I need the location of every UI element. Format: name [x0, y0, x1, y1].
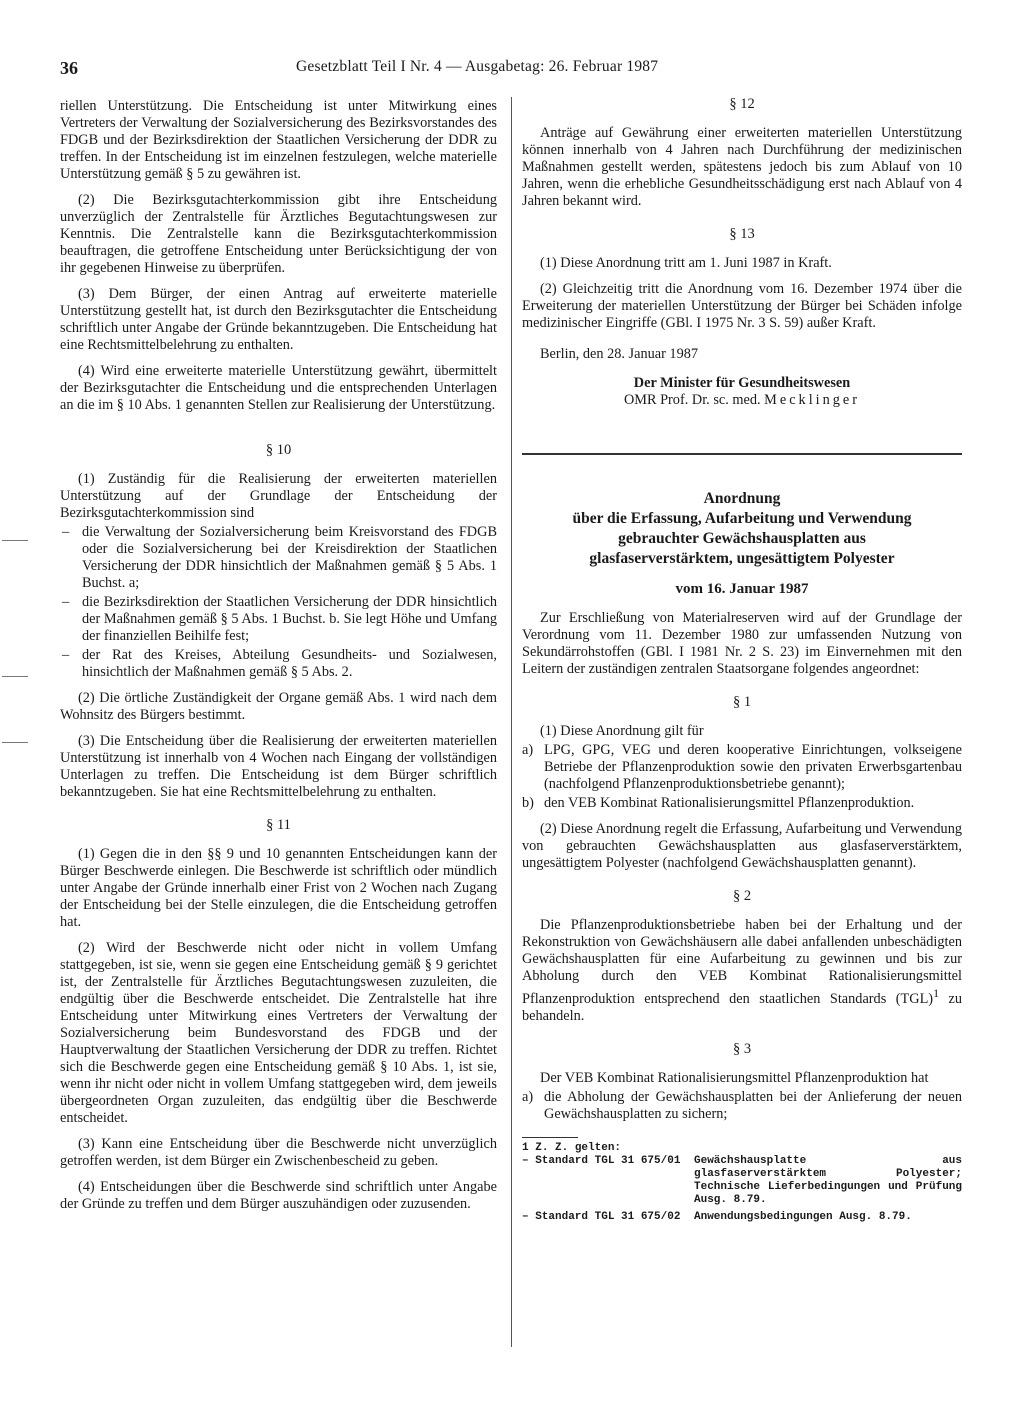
footnote-standard: – Standard TGL 31 675/01	[522, 1154, 681, 1167]
column-divider	[511, 97, 512, 1347]
section-heading: § 12	[729, 96, 755, 112]
paragraph	[522, 917, 962, 1025]
paragraph: (1) Diese Anordnung tritt am 1. Juni 1987 in Kraft.	[540, 255, 832, 271]
footnote-standard: – Standard TGL 31 675/02	[522, 1210, 681, 1223]
footnote-rule	[522, 1137, 578, 1138]
paragraph: (1) Gegen die in den §§ 9 und 10 genannten Entscheidungen kann der Bürger Beschwerde einlegen. Die Beschwerde ist schriftlich oder mündlich unter Angabe der Gründe innerhalb einer Frist von 2 Wochen nach Zugang der Entscheidung bei der Stelle einzulegen, die die Entscheidung getroffen hat.	[60, 846, 497, 930]
footnote-row	[522, 1155, 962, 1207]
list-label: b)	[522, 795, 534, 811]
footnote-ref: 1	[933, 986, 940, 1000]
footnote-marker: 1	[522, 1141, 529, 1154]
signatory-title: Der Minister für Gesundheitswesen	[633, 375, 851, 391]
section-divider	[522, 453, 962, 455]
dash-list	[60, 524, 497, 681]
section-heading: § 11	[266, 817, 291, 833]
page-number: 36	[60, 58, 78, 78]
footnote	[522, 1142, 962, 1224]
list-item	[522, 742, 962, 793]
section-heading: § 1	[732, 694, 752, 710]
paragraph-text: Die Pflanzenproduktionsbetriebe haben bei der Erhaltung und der Rekonstruktion von Gewächshäusern alle dabei anfallenden unbeschädigten Gewächshausplatten für eine Aufarbeitung zu gewinnen und bis zur Abholung durch den VEB Kombinat Rationalisierungsmittel Pflanzenproduktion entsprechend den staatlichen Standards (TGL)	[522, 917, 962, 1007]
paragraph: (2) Die Bezirksgutachterkommission gibt ihre Entscheidung unverzüglich der Zentralstelle für Ärztliches Begutachtungswesen zur Kenntnis. Die Zentralstelle kann die Bezirksgutachterkommission beauftragen, die getroffene Entscheidung unter Berücksichtigung der von ihr gegebenen Hinweise zu überprüfen.	[60, 192, 497, 276]
title-line: Anordnung	[703, 490, 781, 507]
list-item	[522, 1089, 962, 1123]
paragraph: (2) Wird der Beschwerde nicht oder nicht in vollem Umfang stattgegeben, ist sie, wenn sie gegen eine Entscheidung gemäß § 9 gerichtet ist, der Zentralstelle für Ärztliches Begutachtungswesen zuzuleiten, die endgültig über die Beschwerde entscheidet. Die Zentralstelle hat ihre Entscheidung unter Mitwirkung eines Vertreters der Verwaltung der Sozialversicherung beim Bundesvorstand des FDGB und der Hauptverwaltung der Staatlichen Versicherung der DDR zu treffen. Richtet sich die Beschwerde gegen eine Entscheidung gemäß § 10 Abs. 1, ist sie, wenn ihr nicht oder nicht in vollem Umfang stattgegeben wird, dem jeweils übergeordneten Organ zuzuleiten, das endgültig über die Beschwerde entscheidet.	[60, 940, 497, 1126]
alpha-list	[522, 1089, 962, 1123]
list-item	[522, 795, 962, 812]
preamble: Zur Erschließung von Materialreserven wird auf der Grundlage der Verordnung vom 11. Dezember 1980 zur umfassenden Nutzung von Sekundärrohstoffen (GBl. I 1981 Nr. 2 S. 23) im Einvernehmen mit den Leitern der zuständigen zentralen Staatsorgane folgendes angeordnet:	[522, 610, 962, 677]
margin-mark	[2, 676, 28, 677]
paragraph: (1) Diese Anordnung gilt für	[540, 723, 704, 739]
paragraph-text: zu behandeln.	[522, 990, 962, 1024]
section-heading: § 13	[729, 226, 755, 242]
signatory-name: Mecklinger	[764, 392, 861, 408]
footnote-row	[522, 1211, 962, 1224]
list-label: a)	[522, 1088, 534, 1105]
paragraph: (1) Zuständig für die Realisierung der erweiterten materiellen Unterstützung auf der Grundlage der Entscheidung der Bezirksgutachterkommission sind	[60, 471, 497, 521]
title-line: über die Erfassung, Aufarbeitung und Verwendung	[572, 510, 912, 527]
paragraph: Der VEB Kombinat Rationalisierungsmittel Pflanzenproduktion hat	[540, 1069, 929, 1086]
section-heading: § 3	[732, 1040, 752, 1057]
footnote-description: Gewächshausplatte aus glasfaserverstärktem Polyester; Technische Lieferbedingungen und Prüfung Ausg. 8.79.	[694, 1154, 962, 1206]
list-item: – die Bezirksdirektion der Staatlichen Versicherung der DDR hinsichtlich der Maßnahmen gemäß § 5 Abs. 1 Buchst. b. Sie legt Höhe und Umfang der finanziellen Beihilfe fest;	[60, 594, 497, 645]
paragraph: (2) Gleichzeitig tritt die Anordnung vom 16. Dezember 1974 über die Erweiterung der materiellen Unterstützung der Bürger bei Schäden infolge medizinischer Eingriffe (GBl. I 1975 Nr. 3 S. 59) außer Kraft.	[522, 281, 962, 331]
left-column	[60, 98, 497, 1222]
paragraph: riellen Unterstützung. Die Entscheidung ist unter Mitwirkung eines Vertreters der Verwaltung der Sozialversicherung des Bezirksvorstandes des FDGB und der Bezirksdirektion der Staatlichen Versicherung der DDR zu treffen. In der Entscheidung ist im einzelnen festzulegen, welche materielle Unterstützung gemäß § 5 zu gewähren ist.	[60, 98, 497, 182]
document-date: vom 16. Januar 1987	[675, 581, 809, 597]
signatory-prefix: OMR Prof. Dr. sc. med.	[623, 392, 761, 408]
paragraph: (2) Diese Anordnung regelt die Erfassung, Aufarbeitung und Verwendung von gebrauchten Gewächshausplatten aus glasfaserverstärktem, ungesättigtem Polyester (nachfolgend Gewächshausplatten genannt).	[522, 821, 962, 871]
place-date: Berlin, den 28. Januar 1987	[540, 346, 699, 362]
title-line: gebrauchter Gewächshausplatten aus	[618, 530, 866, 547]
list-text: die Abholung der Gewächshausplatten bei der Anlieferung der neuen Gewächshausplatten zu sichern;	[544, 1088, 962, 1122]
footnote-intro	[522, 1142, 962, 1155]
signatory	[522, 392, 962, 409]
paragraph: (4) Entscheidungen über die Beschwerde sind schriftlich unter Angabe der Gründe zu treffen und dem Bürger auszuhändigen oder zuzusenden.	[60, 1179, 497, 1212]
margin-mark	[2, 742, 28, 743]
list-text: LPG, GPG, VEG und deren kooperative Einrichtungen, volkseigene Betriebe der Pflanzenproduktion sowie den privaten Erwerbsgartenbau (nachfolgend Pflanzenproduktionsbetriebe genannt);	[544, 742, 962, 792]
paragraph: (3) Dem Bürger, der einen Antrag auf erweiterte materielle Unterstützung gestellt hat, ist durch den Bezirksgutachter die Entscheidung schriftlich unter Angabe der Gründe bekanntzugeben. Die Entscheidung hat eine Rechtsmittelbelehrung zu enthalten.	[60, 286, 497, 353]
document-title	[522, 489, 962, 569]
list-item: – die Verwaltung der Sozialversicherung beim Kreisvorstand des FDGB oder die Sozialversicherung bei der Kreisdirektion der Staatlichen Versicherung der DDR hinsichtlich der Maßnahmen gemäß § 5 Abs. 1 Buchst. a;	[60, 524, 497, 592]
paragraph: (3) Die Entscheidung über die Realisierung der erweiterten materiellen Unterstützung ist innerhalb von 4 Wochen nach Eingang der vollständigen Unterlagen zu treffen. Die Entscheidung ist dem Bürger schriftlich bekanntzugeben. Sie hat eine Rechtsmittelbelehrung zu enthalten.	[60, 733, 497, 800]
footnote-description: Anwendungsbedingungen Ausg. 8.79.	[694, 1210, 912, 1223]
paragraph: Anträge auf Gewährung einer erweiterten materiellen Unterstützung können innerhalb von 4 Jahren nach Durchführung der medizinischen Maßnahmen gestellt werden, spätestens jedoch bis zum Ablauf von 10 Jahren, wenn die erhebliche Gesundheitsschädigung erst nach Ablauf von 4 Jahren bekannt wird.	[522, 125, 962, 209]
margin-mark	[2, 540, 28, 541]
footnote-intro-text: Z. Z. gelten:	[535, 1141, 622, 1154]
list-label: a)	[522, 742, 534, 758]
alpha-list	[522, 742, 962, 812]
title-line: glasfaserverstärktem, ungesättigtem Polyester	[589, 550, 895, 567]
paragraph: (3) Kann eine Entscheidung über die Beschwerde nicht unverzüglich getroffen werden, ist dem Bürger ein Zwischenbescheid zu geben.	[60, 1136, 497, 1169]
running-title: Gesetzblatt Teil I Nr. 4 — Ausgabetag: 26. Februar 1987	[296, 58, 659, 75]
section-heading: § 10	[265, 442, 292, 458]
paragraph: (2) Die örtliche Zuständigkeit der Organe gemäß Abs. 1 wird nach dem Wohnsitz des Bürgers bestimmt.	[60, 690, 497, 723]
section-heading: § 2	[732, 888, 752, 904]
list-item: – der Rat des Kreises, Abteilung Gesundheits- und Sozialwesen, hinsichtlich der Maßnahmen gemäß § 5 Abs. 2.	[60, 647, 497, 681]
right-column	[522, 96, 962, 1224]
paragraph: (4) Wird eine erweiterte materielle Unterstützung gewährt, übermittelt der Bezirksgutachter die Entscheidung und die entsprechenden Unterlagen an die im § 10 Abs. 1 genannten Stellen zur Realisierung der Unterstützung.	[60, 363, 497, 413]
list-text: den VEB Kombinat Rationalisierungsmittel Pflanzenproduktion.	[544, 795, 915, 811]
